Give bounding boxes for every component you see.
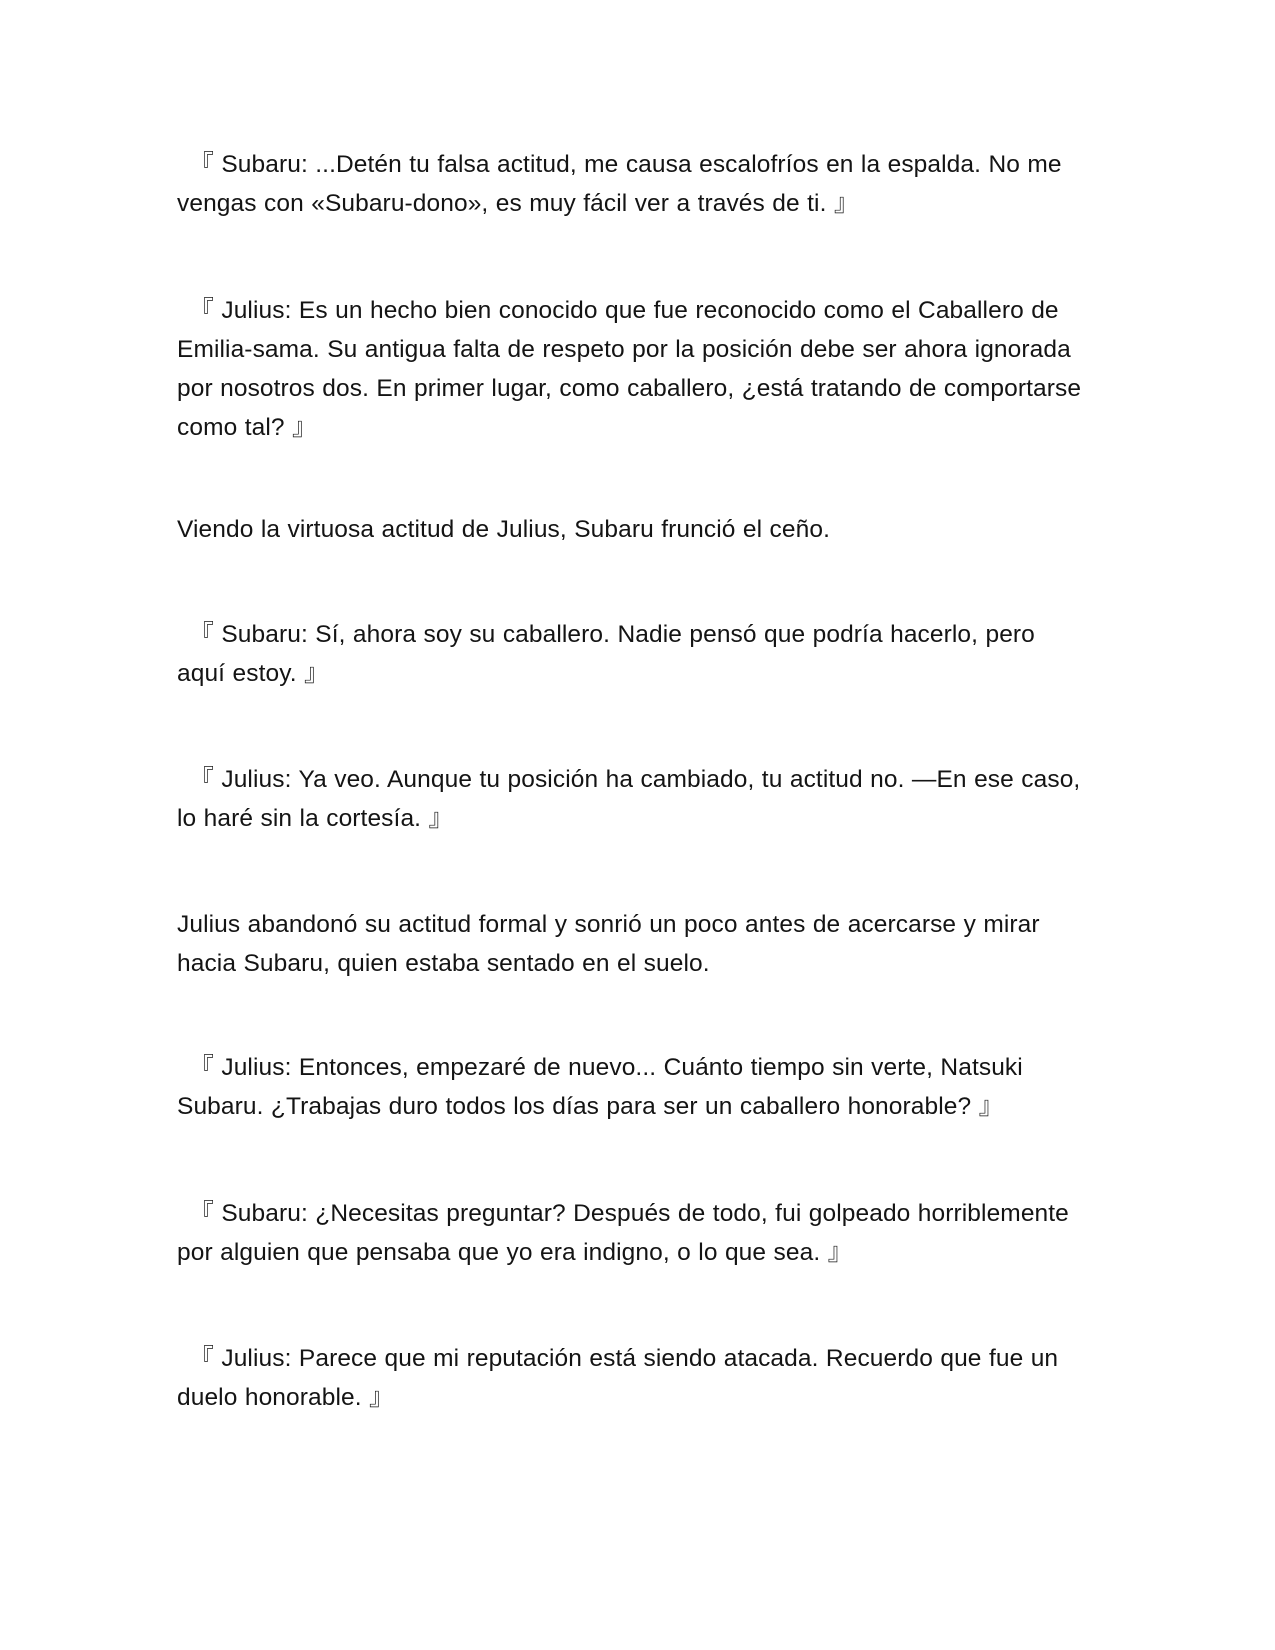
paragraph-julius-4: 『 Julius: Parece que mi reputación está siendo atacada. Recuerdo que fue un duelo honorable. 』 — [177, 1345, 1059, 1411]
paragraph-narration-2: Julius abandonó su actitud formal y sonrió un poco antes de acercarse y mirar hacia Subaru, quien estaba sentado en el suelo. — [177, 911, 1040, 977]
paragraph-julius-3: 『 Julius: Entonces, empezaré de nuevo... Cuánto tiempo sin verte, Natsuki Subaru. ¿Trabajas duro todos los días para ser un caballero honorable? 』 — [177, 1054, 1023, 1120]
paragraph-subaru-2: 『 Subaru: Sí, ahora soy su caballero. Nadie pensó que podría hacerlo, pero aquí estoy. 』 — [177, 621, 1035, 687]
paragraph-julius-2: 『 Julius: Ya veo. Aunque tu posición ha cambiado, tu actitud no. —En ese caso, lo haré sin la cortesía. 』 — [177, 766, 1081, 832]
paragraph-narration-1: Viendo la virtuosa actitud de Julius, Subaru frunció el ceño. — [177, 516, 830, 543]
paragraph-julius-1: 『 Julius: Es un hecho bien conocido que fue reconocido como el Caballero de Emilia-sama. Su antigua falta de respeto por la posición debe ser ahora ignorada por nosotros dos. En primer lugar, como caballero, ¿está tratando de comportarse como tal? 』 — [177, 297, 1082, 441]
paragraph-subaru-1: 『 Subaru: ...Detén tu falsa actitud, me causa escalofríos en la espalda. No me vengas con «Subaru-dono», es muy fácil ver a través de ti. 』 — [177, 151, 1062, 217]
paragraph-subaru-3: 『 Subaru: ¿Necesitas preguntar? Después de todo, fui golpeado horriblemente por alguien que pensaba que yo era indigno, o lo que sea. 』 — [177, 1200, 1069, 1266]
